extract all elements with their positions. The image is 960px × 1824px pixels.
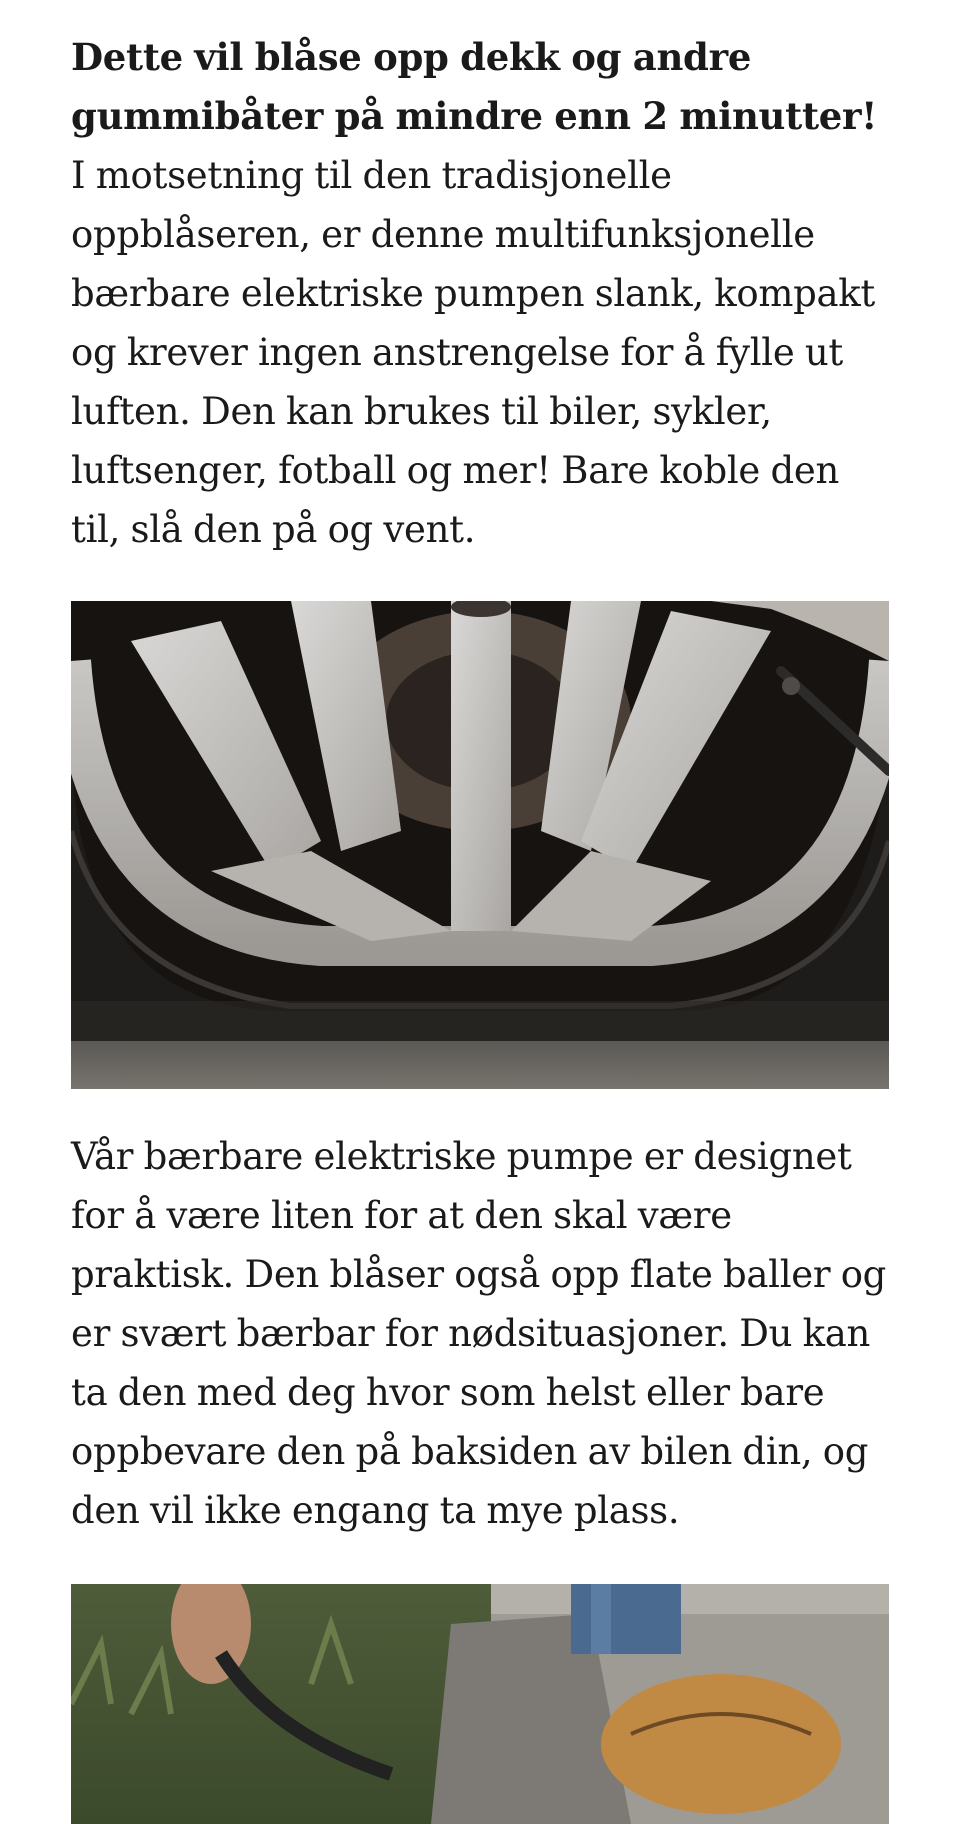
intro-paragraph [71, 28, 889, 559]
intro-body-text: I motsetning til den tradisjonelle oppblåseren, er denne multifunksjonelle bærbare elektriske pumpen slank, kompakt og krever ingen anstrengelse for å fylle ut luften. Den kan brukes til biler, sykler, luftsenger, fotball og mer! Bare koble den til, slå den på og vent. [71, 154, 875, 551]
pump-ball-image [71, 1584, 889, 1824]
car-wheel-image [71, 601, 889, 1089]
article-body [71, 28, 889, 1824]
description-paragraph: Vår bærbare elektriske pumpe er designet for å være liten for at den skal være praktisk. Den blåser også opp flate baller og er svært bærbar for nødsituasjoner. Du kan ta den med deg hvor som helst eller bare oppbevare den på baksiden av bilen din, og den vil ikke engang ta mye plass. [71, 1135, 887, 1532]
intro-bold-text: Dette vil blåse opp dekk og andre gummibåter på mindre enn 2 minutter! [71, 35, 878, 138]
